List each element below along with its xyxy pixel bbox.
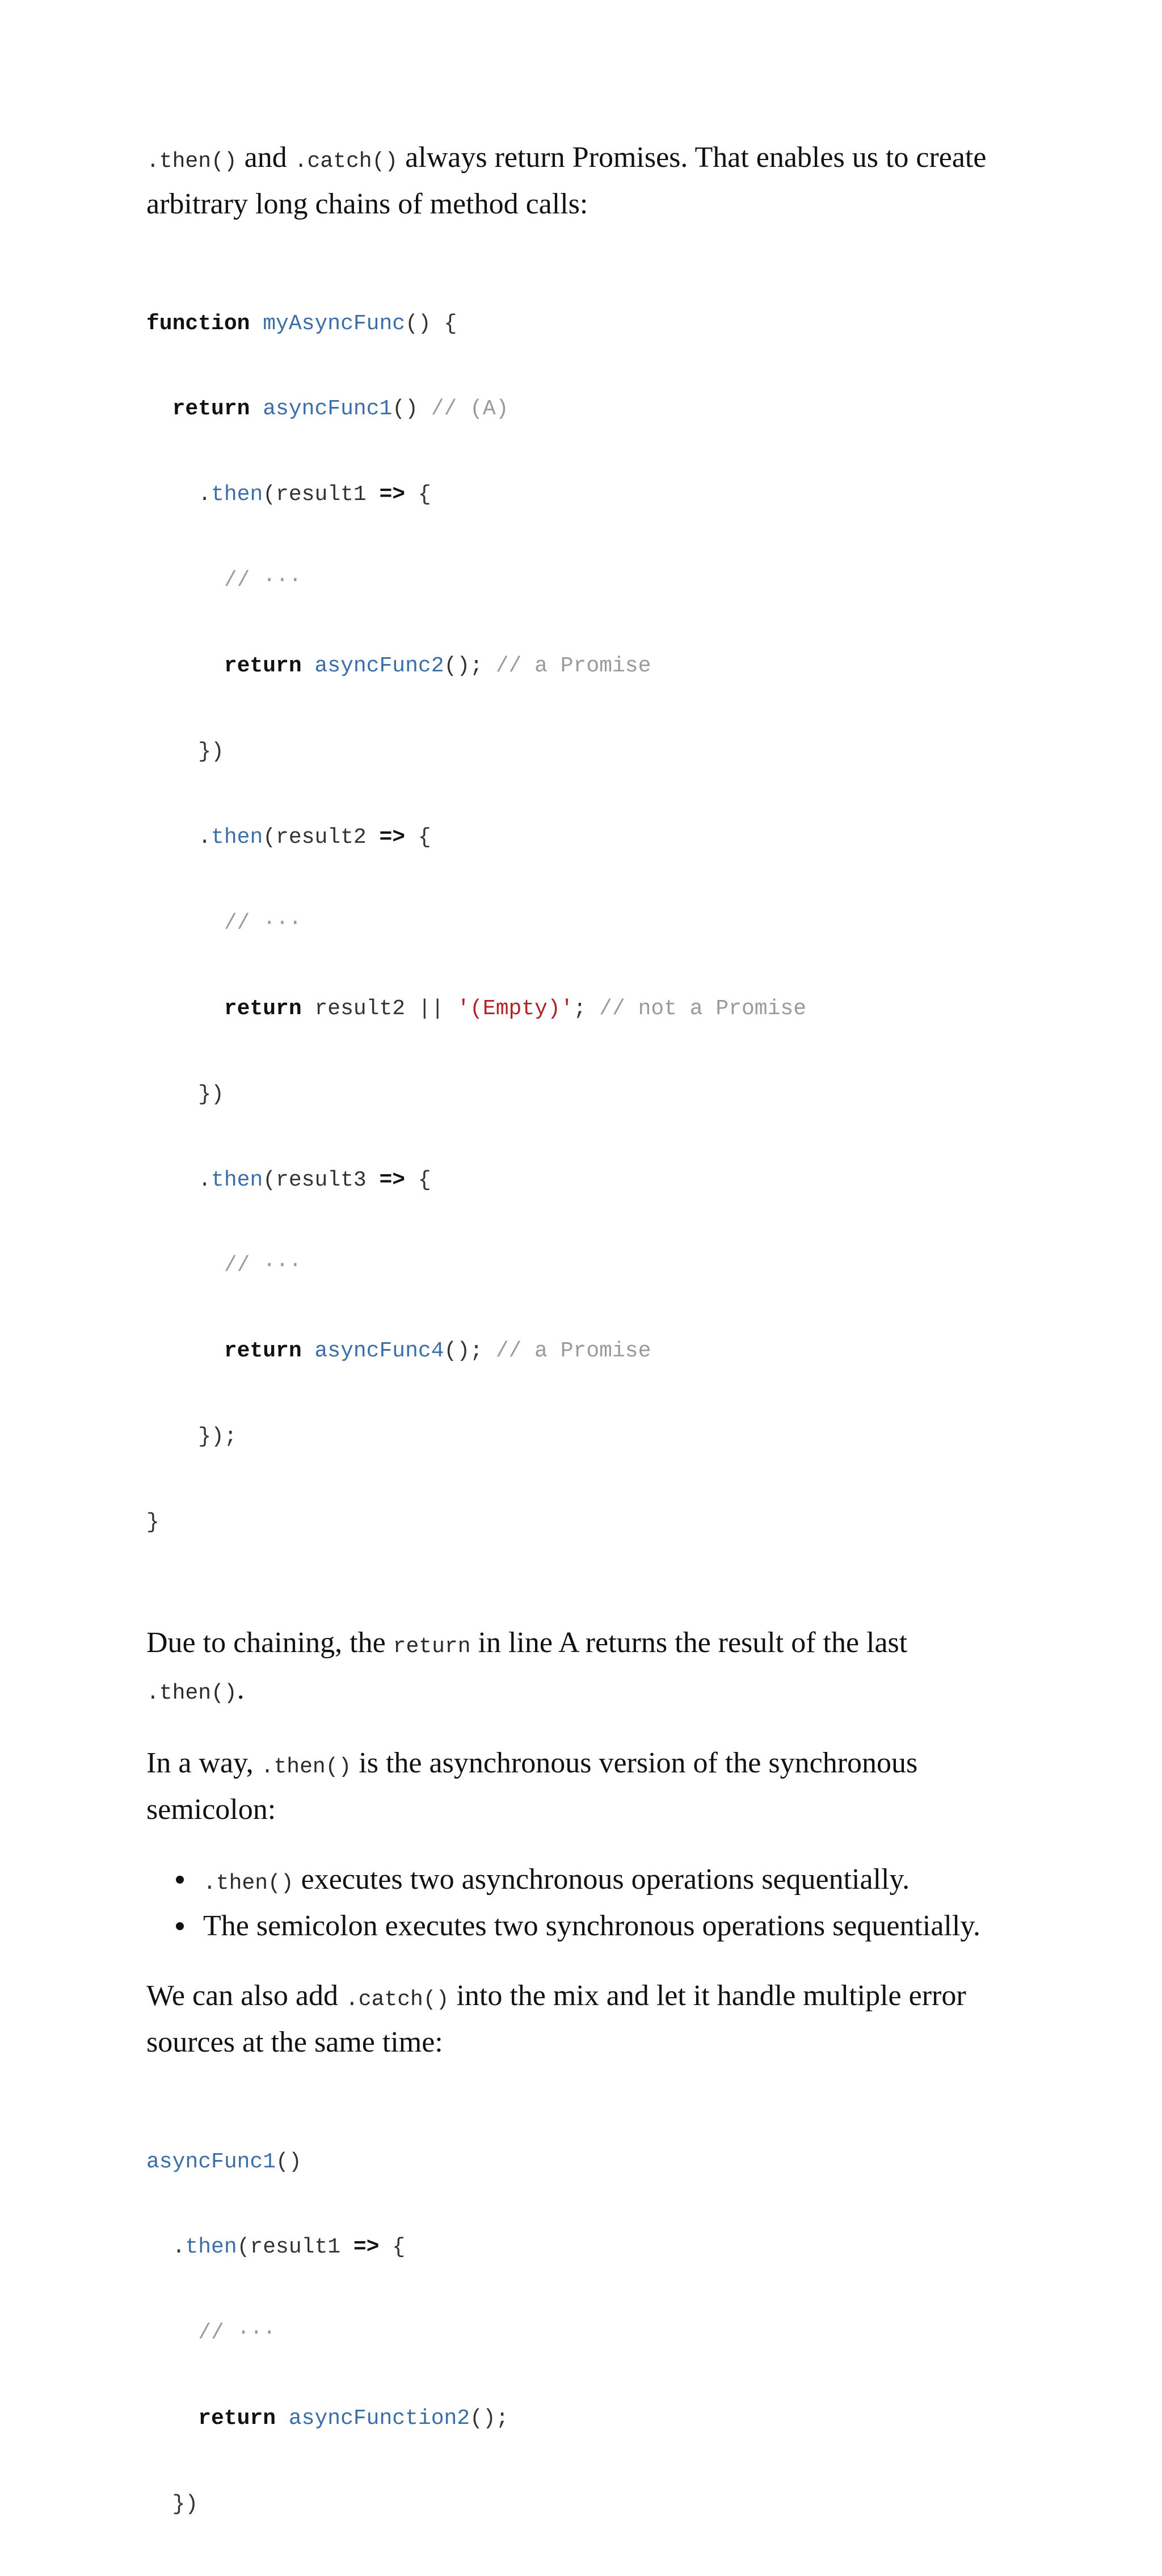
list-item [146,1905,997,1947]
text: always return Promises. That enables us to create arbitrary long chains of method calls: [146,141,987,220]
text: The semicolon executes two synchronous operations sequentially. [203,1909,980,1942]
code-comment: // (A) [431,397,509,422]
bullet-icon [176,1922,184,1930]
code-line [146,2148,997,2176]
text: In a way, [146,1746,261,1779]
code-line [146,481,997,509]
inline-code-catch: .catch() [294,149,398,174]
keyword: return [224,654,302,679]
function-name: asyncFunc2 [314,654,444,679]
code-text: () [276,2149,302,2174]
code-text: result2 || [301,996,457,1021]
code-text: (); [444,1339,496,1364]
indent [146,2321,198,2345]
function-name: asyncFunc4 [314,1339,444,1364]
code-text: (result2 [263,825,380,850]
code-block-chain [146,253,997,1594]
code-line: }) [146,1082,224,1107]
arrow-operator: => [379,825,406,850]
text: . [237,1672,245,1705]
indent: . [146,2235,186,2260]
space [250,397,263,421]
code-text: { [405,482,431,507]
indent [146,997,224,1021]
function-name: myAsyncFunc [263,311,406,336]
inline-code-catch: .catch() [346,1987,449,2012]
code-comment: // a Promise [495,1339,651,1364]
paragraph-chaining [146,1621,997,1714]
code-line: } [146,1510,159,1535]
bullet-icon [176,1876,184,1884]
text: We can also add [146,1979,346,2012]
code-comment: // not a Promise [599,996,807,1021]
code-line: }) [146,739,224,764]
document-page [146,136,997,2576]
code-text: ; [573,996,600,1021]
code-comment: // ··· [224,910,302,935]
keyword: return [224,996,302,1021]
method-name: then [211,825,263,850]
text: executes two asynchronous operations sequentially. [293,1863,910,1896]
code-text: { [405,825,431,850]
indent: . [146,482,212,507]
text: in line A returns the result of the last [470,1626,908,1659]
inline-code-then: .then() [260,1754,352,1779]
code-line [146,395,997,423]
function-name: asyncFunc1 [263,397,393,422]
space [302,654,315,678]
code-comment: // ··· [198,2321,276,2346]
indent [146,1339,224,1363]
code-line [146,566,997,595]
method-name: then [185,2235,237,2260]
code-line [146,995,997,1023]
paragraph-intro [146,136,997,225]
code-line [146,823,997,852]
code-text: (); [444,654,496,679]
indent [146,654,224,678]
code-comment: // ··· [224,568,302,593]
function-name: asyncFunc1 [146,2149,276,2174]
inline-code-return: return [393,1634,471,1659]
code-text: () { [405,311,457,336]
text: and [237,141,294,174]
indent: . [146,825,212,850]
arrow-operator: => [353,2235,380,2260]
code-line [146,2233,997,2262]
indent [146,2406,198,2431]
code-text: (result1 [237,2235,353,2260]
paragraph-semicolon [146,1742,997,1831]
code-line [146,909,997,938]
indent: . [146,1167,212,1192]
inline-code-then: .then() [146,1680,237,1705]
paragraph-catch [146,1974,997,2064]
keyword: function [146,311,250,336]
keyword: return [198,2406,276,2431]
code-comment: // ··· [224,1253,302,1278]
inline-code-then: .then() [146,149,237,174]
code-line: }) [146,2492,199,2517]
code-text: (result1 [263,482,380,507]
code-text: () [392,397,431,422]
code-text: (result3 [263,1167,380,1192]
keyword: return [224,1339,302,1364]
code-text: { [379,2235,406,2260]
space [250,312,263,336]
code-line: }); [146,1424,237,1449]
text: is the asynchronous version of the synchronous semicolon: [146,1746,918,1826]
bullet-list [146,1858,997,1947]
list-item [146,1858,997,1905]
code-line [146,1166,997,1195]
inline-code-then: .then() [203,1871,294,1896]
indent [146,911,224,935]
indent [146,397,172,421]
text: into the mix and let it handle multiple error sources at the same time: [146,1979,966,2058]
code-line [146,310,997,338]
keyword: return [172,397,250,422]
space [302,1339,315,1363]
arrow-operator: => [379,482,406,507]
code-text: (); [470,2406,509,2431]
code-line [146,1337,997,1365]
code-line [146,652,997,680]
indent [146,1253,224,1278]
indent [146,568,224,592]
code-text: { [405,1167,431,1192]
code-block-catch [146,2091,997,2576]
code-line [146,1251,997,1280]
text: Due to chaining, the [146,1626,393,1659]
arrow-operator: => [379,1167,406,1192]
space [276,2406,289,2431]
method-name: then [211,482,263,507]
method-name: then [211,1167,263,1192]
code-comment: // a Promise [495,654,651,679]
code-line [146,2319,997,2347]
function-name: asyncFunction2 [288,2406,470,2431]
code-line [146,2405,997,2433]
string-literal: '(Empty)' [457,996,574,1021]
